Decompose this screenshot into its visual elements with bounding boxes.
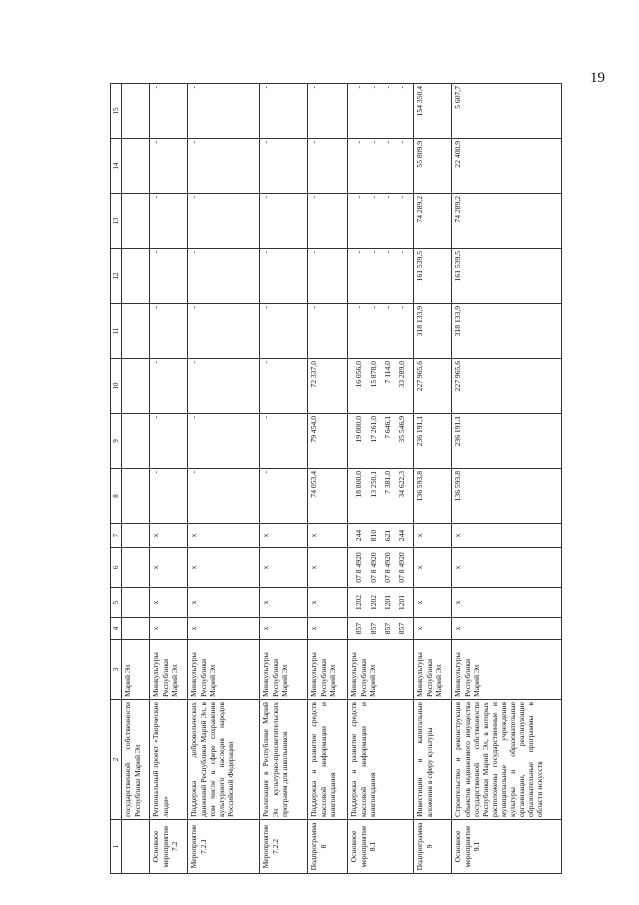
cell-csr: х bbox=[150, 548, 188, 588]
cell-value: 33 289,0 bbox=[396, 361, 406, 388]
cell-value: - bbox=[150, 139, 188, 194]
cell-rzpr: х bbox=[414, 588, 452, 618]
cell-value-stack bbox=[348, 469, 414, 524]
row-executor: Минкультуры Республики Марий Эл bbox=[150, 640, 188, 700]
cell-value: - bbox=[260, 139, 308, 194]
cell-value: 7 114,0 bbox=[382, 361, 392, 384]
cell-value: 7 646,1 bbox=[382, 416, 392, 439]
cell-value: - bbox=[354, 196, 364, 199]
cell-value: - bbox=[382, 141, 392, 144]
cell-vr: 244 bbox=[354, 529, 364, 542]
cell-value: - bbox=[188, 194, 260, 249]
cell-rzpr: 1202 bbox=[354, 594, 364, 611]
cell-value: - bbox=[150, 359, 188, 414]
cell-value: 318 133,9 bbox=[414, 304, 452, 359]
cell-csr: х bbox=[414, 548, 452, 588]
cell-value: 15 878,0 bbox=[368, 361, 378, 388]
cell-value: - bbox=[368, 306, 378, 309]
row-name: Поддержка и развитие средств массовой информации и книгоиздания bbox=[348, 700, 414, 820]
cell-value: - bbox=[150, 194, 188, 249]
cell-value: - bbox=[188, 139, 260, 194]
col-header: 6 bbox=[111, 548, 122, 588]
cell-rzpr: 1201 bbox=[382, 594, 392, 611]
cell-vr: х bbox=[260, 524, 308, 548]
cell-value: - bbox=[368, 196, 378, 199]
cell-value: 72 337,0 bbox=[308, 359, 348, 414]
cell-value: - bbox=[308, 304, 348, 359]
cell-value: 227 965,6 bbox=[452, 359, 562, 414]
cell-grbs: 857 bbox=[368, 622, 378, 635]
row-executor: Минкультуры Республики Марий Эл bbox=[348, 640, 414, 700]
cell-value: 16 056,0 bbox=[354, 361, 364, 388]
cell-value: - bbox=[382, 306, 392, 309]
cell-value: - bbox=[150, 249, 188, 304]
cell-value: - bbox=[396, 196, 406, 199]
row-executor: Минкультуры Республики Марий Эл bbox=[452, 640, 562, 700]
cell-value: 18 800,0 bbox=[354, 471, 364, 498]
cell-value: - bbox=[308, 139, 348, 194]
col-header: 9 bbox=[111, 414, 122, 469]
row-code: Основное мероприятие 9.1 bbox=[452, 820, 562, 874]
cell-rzpr: 1201 bbox=[396, 594, 406, 611]
col-header: 1 bbox=[111, 820, 122, 874]
cell-rzpr: х bbox=[452, 588, 562, 618]
table-row-continuation bbox=[122, 84, 150, 874]
cell-rzpr: х bbox=[260, 588, 308, 618]
cell-value: - bbox=[150, 414, 188, 469]
cell-value-stack bbox=[348, 414, 414, 469]
cell-value: - bbox=[382, 196, 392, 199]
cell-rzpr: х bbox=[308, 588, 348, 618]
cell-csr: 07 8 4920 bbox=[396, 552, 406, 583]
col-header: 12 bbox=[111, 249, 122, 304]
cell-grbs: х bbox=[414, 618, 452, 640]
col-header: 15 bbox=[111, 84, 122, 139]
cell-value: 154 350,4 bbox=[414, 84, 452, 139]
cell-rzpr: 1202 bbox=[368, 594, 378, 611]
cell-value: 318 133,9 bbox=[452, 304, 562, 359]
cell-csr: х bbox=[308, 548, 348, 588]
cell-value: - bbox=[354, 251, 364, 254]
cell-value: - bbox=[354, 306, 364, 309]
row-name: Поддержка и развитие средств массовой информации и книгоиздания bbox=[308, 700, 348, 820]
col-header: 2 bbox=[111, 700, 122, 820]
table-row bbox=[308, 84, 348, 874]
cell-vr: х bbox=[308, 524, 348, 548]
col-header: 7 bbox=[111, 524, 122, 548]
cell-csr: х bbox=[260, 548, 308, 588]
cell-value: 22 400,9 bbox=[452, 139, 562, 194]
cell-value: - bbox=[188, 84, 260, 139]
cell-value: 79 454,0 bbox=[308, 414, 348, 469]
table-row bbox=[348, 84, 414, 874]
cell-value: 236 191,1 bbox=[452, 414, 562, 469]
cell-grbs: 857 bbox=[354, 622, 364, 635]
cell-value-stack bbox=[348, 359, 414, 414]
row-code: Основное мероприятие 8.1 bbox=[348, 820, 414, 874]
row-code: Подпрограмма 9 bbox=[414, 820, 452, 874]
cell-value: 19 000,0 bbox=[354, 416, 364, 443]
cell-value: 17 261,0 bbox=[368, 416, 378, 443]
cell-csr: 07 8 4920 bbox=[354, 552, 364, 583]
cell-value: 13 250,1 bbox=[368, 471, 378, 498]
cell-vr: 810 bbox=[368, 529, 378, 542]
col-header: 11 bbox=[111, 304, 122, 359]
cell-grbs: х bbox=[260, 618, 308, 640]
col-header: 8 bbox=[111, 469, 122, 524]
cell-value: 136 593,8 bbox=[414, 469, 452, 524]
col-header: 3 bbox=[111, 640, 122, 700]
col-header: 5 bbox=[111, 588, 122, 618]
cell-value: - bbox=[188, 249, 260, 304]
cell-vr: 621 bbox=[382, 529, 392, 542]
header-row bbox=[111, 84, 122, 874]
cell-value: - bbox=[260, 304, 308, 359]
cell-csr: 07 8 4920 bbox=[368, 552, 378, 583]
cell-value: 34 622,3 bbox=[396, 471, 406, 498]
cell-value: 227 965,6 bbox=[414, 359, 452, 414]
cell-value: 5 607,7 bbox=[452, 84, 562, 139]
cell-grbs: 857 bbox=[382, 622, 392, 635]
cell-value: - bbox=[260, 194, 308, 249]
cell-grbs: х bbox=[308, 618, 348, 640]
cell-value-stack bbox=[348, 139, 414, 194]
cell-value: - bbox=[396, 251, 406, 254]
cell-value: - bbox=[308, 194, 348, 249]
cell-value: - bbox=[260, 84, 308, 139]
row-code: Мероприятие 7.2.2 bbox=[260, 820, 308, 874]
col-header: 13 bbox=[111, 194, 122, 249]
row-name: государственной собственности Республики Марий Эл bbox=[122, 700, 150, 820]
cell-value-stack bbox=[348, 84, 414, 139]
cell-value: - bbox=[188, 359, 260, 414]
cell-value: - bbox=[308, 84, 348, 139]
cell-value: 236 191,1 bbox=[414, 414, 452, 469]
cell-value: - bbox=[260, 414, 308, 469]
cell-value-stack bbox=[348, 194, 414, 249]
cell-grbs: х bbox=[452, 618, 562, 640]
cell-value: 55 809,9 bbox=[414, 139, 452, 194]
cell-value: - bbox=[308, 249, 348, 304]
cell-value: - bbox=[150, 84, 188, 139]
row-code: Основное мероприятие 7.2 bbox=[150, 820, 188, 874]
row-code: Подпрограмма 8 bbox=[308, 820, 348, 874]
row-executor: Минкультуры Республики Марий Эл bbox=[308, 640, 348, 700]
cell-vr: х bbox=[188, 524, 260, 548]
cell-grbs-stack bbox=[348, 618, 414, 640]
col-header: 14 bbox=[111, 139, 122, 194]
table-row bbox=[452, 84, 562, 874]
row-executor: Минкультуры Республики Марий Эл bbox=[414, 640, 452, 700]
rotated-table-container bbox=[110, 84, 639, 874]
cell-vr: 244 bbox=[396, 529, 406, 542]
cell-vr: х bbox=[150, 524, 188, 548]
row-name: Строительство и реконструкция объектов недвижимого имущества государственной собственности Республики Марий Эл, в которых расположены государственные и муниципальные учреждения культуры и образовательные организации, реализующие образовательные программы в области искусств bbox=[452, 700, 562, 820]
col-header: 10 bbox=[111, 359, 122, 414]
cell-value: - bbox=[260, 359, 308, 414]
cell-value: - bbox=[396, 141, 406, 144]
table-row bbox=[188, 84, 260, 874]
cell-value: 74 053,4 bbox=[308, 469, 348, 524]
cell-value: 74 289,2 bbox=[414, 194, 452, 249]
cell-rzpr: х bbox=[188, 588, 260, 618]
cell-rzpr-stack bbox=[348, 588, 414, 618]
row-executor: Минкультуры Республики Марий Эл bbox=[188, 640, 260, 700]
cell-vr: х bbox=[414, 524, 452, 548]
cell-value: - bbox=[150, 469, 188, 524]
cell-rzpr: х bbox=[150, 588, 188, 618]
cell-value: - bbox=[150, 304, 188, 359]
col-header: 4 bbox=[111, 618, 122, 640]
row-executor: Минкультуры Республики Марий Эл bbox=[260, 640, 308, 700]
row-name: Инвестиции и капитальные вложения в сферу культуры bbox=[414, 700, 452, 820]
cell-value: - bbox=[396, 86, 406, 89]
cell-value: - bbox=[188, 469, 260, 524]
cell-value: 74 289,2 bbox=[452, 194, 562, 249]
row-code: Мероприятие 7.2.1 bbox=[188, 820, 260, 874]
cell-value: - bbox=[368, 86, 378, 89]
cell-value: - bbox=[188, 304, 260, 359]
cell-vr-stack bbox=[348, 524, 414, 548]
cell-value: - bbox=[396, 306, 406, 309]
table-row bbox=[414, 84, 452, 874]
cell-value: - bbox=[260, 249, 308, 304]
cell-value: 35 546,9 bbox=[396, 416, 406, 443]
cell-value: 7 381,0 bbox=[382, 471, 392, 494]
cell-value: - bbox=[382, 251, 392, 254]
cell-value: - bbox=[368, 141, 378, 144]
page-number: 19 bbox=[590, 70, 605, 86]
row-name: Реализация в Республике Марий Эл культурно-просветительских программ для школьников bbox=[260, 700, 308, 820]
cell-value: 161 539,5 bbox=[414, 249, 452, 304]
cell-grbs: 857 bbox=[396, 622, 406, 635]
cell-value: - bbox=[382, 86, 392, 89]
row-name: Региональный проект «Творческие люди» bbox=[150, 700, 188, 820]
row-name: Поддержка добровольческих движений Республики Марий Эл, в том числе в сфере сохранения культурного наследия народов Российской Федерации bbox=[188, 700, 260, 820]
cell-vr: х bbox=[452, 524, 562, 548]
cell-value: - bbox=[354, 86, 364, 89]
cell-value: - bbox=[188, 414, 260, 469]
cell-value: 136 593,8 bbox=[452, 469, 562, 524]
table-row bbox=[150, 84, 188, 874]
cell-csr-stack bbox=[348, 548, 414, 588]
cell-value: - bbox=[354, 141, 364, 144]
budget-table bbox=[110, 83, 562, 874]
cell-csr: 07 8 4920 bbox=[382, 552, 392, 583]
cell-value: - bbox=[368, 251, 378, 254]
cell-value: 161 539,5 bbox=[452, 249, 562, 304]
cell-grbs: х bbox=[188, 618, 260, 640]
cell-grbs: х bbox=[150, 618, 188, 640]
cell-value: - bbox=[260, 469, 308, 524]
cell-csr: х bbox=[188, 548, 260, 588]
cell-value-stack bbox=[348, 304, 414, 359]
row-executor: Марий Эл bbox=[122, 640, 150, 700]
table-row bbox=[260, 84, 308, 874]
cell-csr: х bbox=[452, 548, 562, 588]
cell-value-stack bbox=[348, 249, 414, 304]
